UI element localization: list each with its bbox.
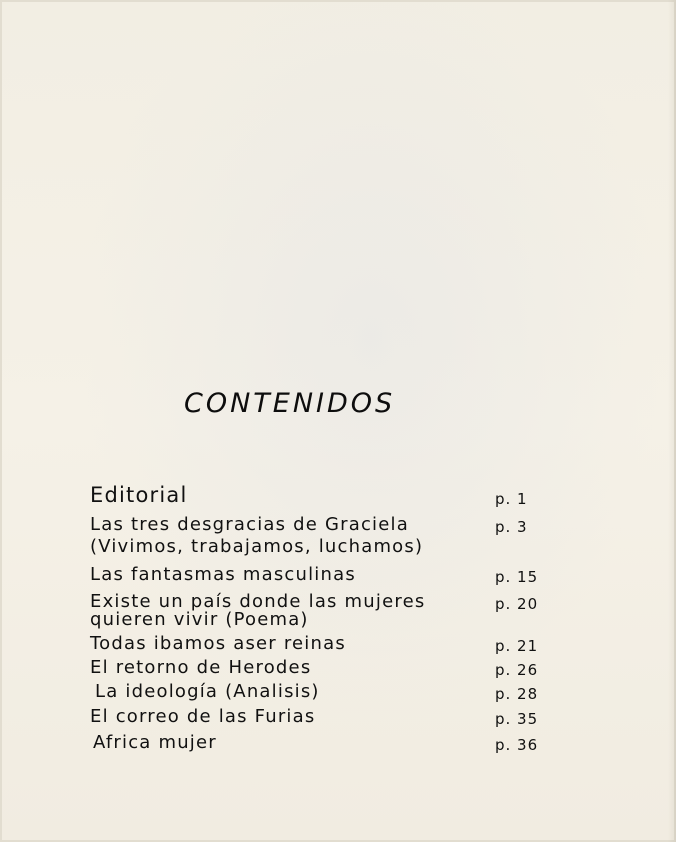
toc-entry-title: Todas ibamos aser reinas: [90, 633, 346, 654]
toc-entry-graciela: [90, 516, 550, 558]
toc-entry-africa: [90, 734, 550, 760]
toc-entry-page: p. 3: [495, 518, 528, 536]
toc-entry-title: Africa mujer: [93, 732, 217, 753]
toc-entry-editorial: [90, 483, 550, 512]
toc-entry-page: p. 36: [495, 736, 539, 754]
toc-entry-correo: [90, 708, 550, 734]
toc-entry-page: p. 1: [495, 490, 528, 508]
toc-entry-page: p. 26: [495, 661, 539, 679]
page-title: CONTENIDOS: [184, 388, 396, 419]
toc-entry-page: p. 21: [495, 637, 539, 655]
toc-entry-page: p. 20: [495, 595, 539, 613]
toc-entry-title: El retorno de Herodes: [90, 657, 312, 678]
toc-entry-fantasmas: [90, 566, 550, 592]
toc-entry-title: Las tres desgracias de Graciela: [90, 514, 409, 535]
toc-entry-title: El correo de las Furias: [90, 706, 316, 727]
toc-entry-title: Editorial: [90, 483, 188, 507]
toc-entry-title: Existe un país donde las mujeres: [90, 591, 426, 612]
toc-entry-title: La ideología (Analisis): [95, 681, 320, 702]
toc-entry-page: p. 28: [495, 685, 539, 703]
toc-entry-subtitle: (Vivimos, trabajamos, luchamos): [90, 536, 424, 557]
toc-entry-title: Las fantasmas masculinas: [90, 564, 356, 585]
toc-entry-existe: [90, 593, 550, 633]
toc-entry-page: p. 35: [495, 710, 539, 728]
toc-entry-subtitle: quieren vivir (Poema): [90, 609, 309, 630]
toc-entry-page: p. 15: [495, 568, 539, 586]
